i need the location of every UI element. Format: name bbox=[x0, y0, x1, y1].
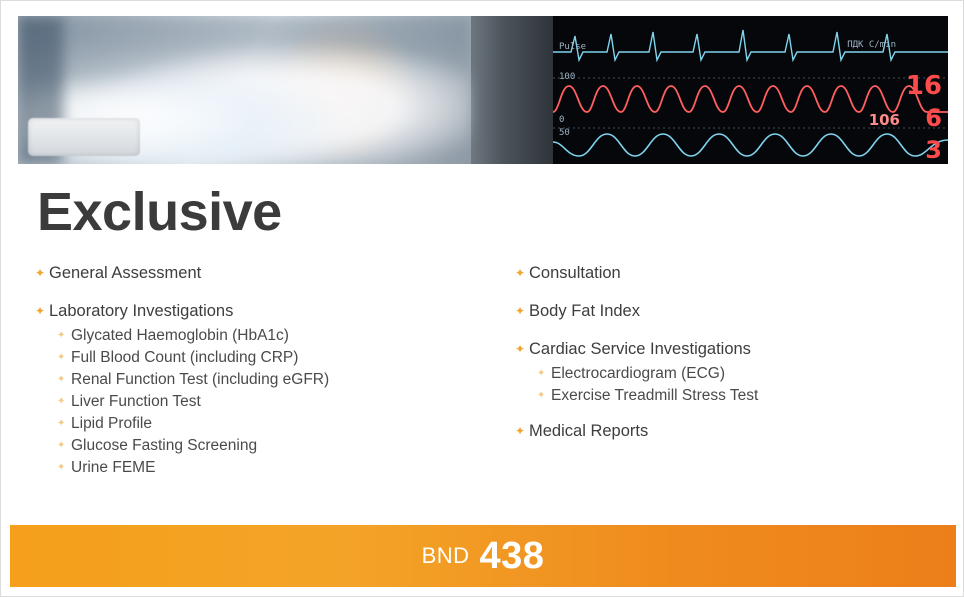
list-item-label: Consultation bbox=[529, 264, 621, 282]
bullet-icon: ✦ bbox=[57, 396, 66, 407]
vital-signs-monitor-photo bbox=[553, 16, 948, 164]
monitor-label-0: 0 bbox=[559, 115, 565, 125]
sub-list-item-label: Glucose Fasting Screening bbox=[71, 437, 258, 454]
list-item-label: Laboratory Investigations bbox=[49, 302, 234, 320]
monitor-value-resp: 3 bbox=[925, 136, 942, 164]
bullet-icon: ✦ bbox=[57, 418, 66, 429]
spacer bbox=[509, 287, 941, 301]
list-item-label: Body Fat Index bbox=[529, 302, 640, 320]
price-amount: 438 bbox=[479, 534, 545, 577]
bullet-icon: ✦ bbox=[57, 374, 66, 385]
sub-list-item bbox=[537, 385, 941, 407]
price-banner bbox=[10, 525, 956, 587]
bullet-icon: ✦ bbox=[35, 266, 46, 280]
sub-list-item-label: Urine FEME bbox=[71, 459, 156, 476]
list-item bbox=[29, 263, 509, 283]
feature-column-left bbox=[29, 263, 509, 479]
sub-list-item-label: Lipid Profile bbox=[71, 415, 152, 432]
list-item bbox=[509, 263, 941, 283]
bullet-icon: ✦ bbox=[515, 342, 526, 356]
bullet-icon: ✦ bbox=[57, 462, 66, 473]
bullet-icon: ✦ bbox=[57, 330, 66, 341]
monitor-label-50: 50 bbox=[559, 128, 570, 138]
hero-image bbox=[18, 16, 948, 164]
sub-list-item bbox=[57, 413, 509, 435]
sub-list-item-label: Glycated Haemoglobin (HbA1c) bbox=[71, 327, 289, 344]
monitor-label-100: 100 bbox=[559, 72, 576, 82]
list-item-label: Medical Reports bbox=[529, 422, 649, 440]
monitor-label-pulse: Pulse bbox=[559, 42, 587, 52]
bullet-icon: ✦ bbox=[515, 266, 526, 280]
waveform-graphics bbox=[553, 16, 948, 164]
list-item-label: Cardiac Service Investigations bbox=[529, 340, 751, 358]
sub-list bbox=[509, 363, 941, 407]
list-item bbox=[509, 421, 941, 441]
monitor-bezel bbox=[471, 16, 553, 164]
sub-list-item bbox=[57, 435, 509, 457]
hospital-bed-photo bbox=[18, 16, 471, 164]
bullet-icon: ✦ bbox=[57, 352, 66, 363]
sub-list-item-label: Liver Function Test bbox=[71, 393, 201, 410]
page-title: Exclusive bbox=[37, 182, 282, 242]
bullet-icon: ✦ bbox=[515, 424, 526, 438]
bullet-icon: ✦ bbox=[537, 390, 546, 401]
bullet-icon: ✦ bbox=[537, 368, 546, 379]
sub-list-item-label: Exercise Treadmill Stress Test bbox=[551, 387, 759, 404]
sub-list bbox=[29, 325, 509, 479]
list-item-label: General Assessment bbox=[49, 264, 202, 282]
list-item bbox=[509, 301, 941, 321]
list-item bbox=[29, 301, 509, 321]
spacer bbox=[509, 407, 941, 421]
monitor-value-hr: 16 bbox=[905, 71, 942, 101]
monitor-label-unit: ПДК C/min bbox=[847, 40, 896, 50]
feature-column-right bbox=[509, 263, 941, 479]
list-item bbox=[509, 339, 941, 359]
feature-columns bbox=[29, 263, 941, 479]
sub-list-item-label: Full Blood Count (including CRP) bbox=[71, 349, 299, 366]
currency-label: BND bbox=[421, 543, 470, 568]
bullet-icon: ✦ bbox=[515, 304, 526, 318]
sub-list-item-label: Electrocardiogram (ECG) bbox=[551, 365, 725, 382]
sub-list-item bbox=[57, 325, 509, 347]
bullet-icon: ✦ bbox=[57, 440, 66, 451]
sub-list-item bbox=[57, 391, 509, 413]
sub-list-item bbox=[57, 347, 509, 369]
spacer bbox=[29, 287, 509, 301]
monitor-value-spo2: 106 bbox=[868, 111, 900, 129]
sub-list-item bbox=[57, 369, 509, 391]
sub-list-item bbox=[57, 457, 509, 479]
sub-list-item-label: Renal Function Test (including eGFR) bbox=[71, 371, 330, 388]
sub-list-item bbox=[537, 363, 941, 385]
spacer bbox=[509, 325, 941, 339]
monitor-value-nibp: 6 bbox=[925, 104, 942, 132]
bullet-icon: ✦ bbox=[35, 304, 46, 318]
